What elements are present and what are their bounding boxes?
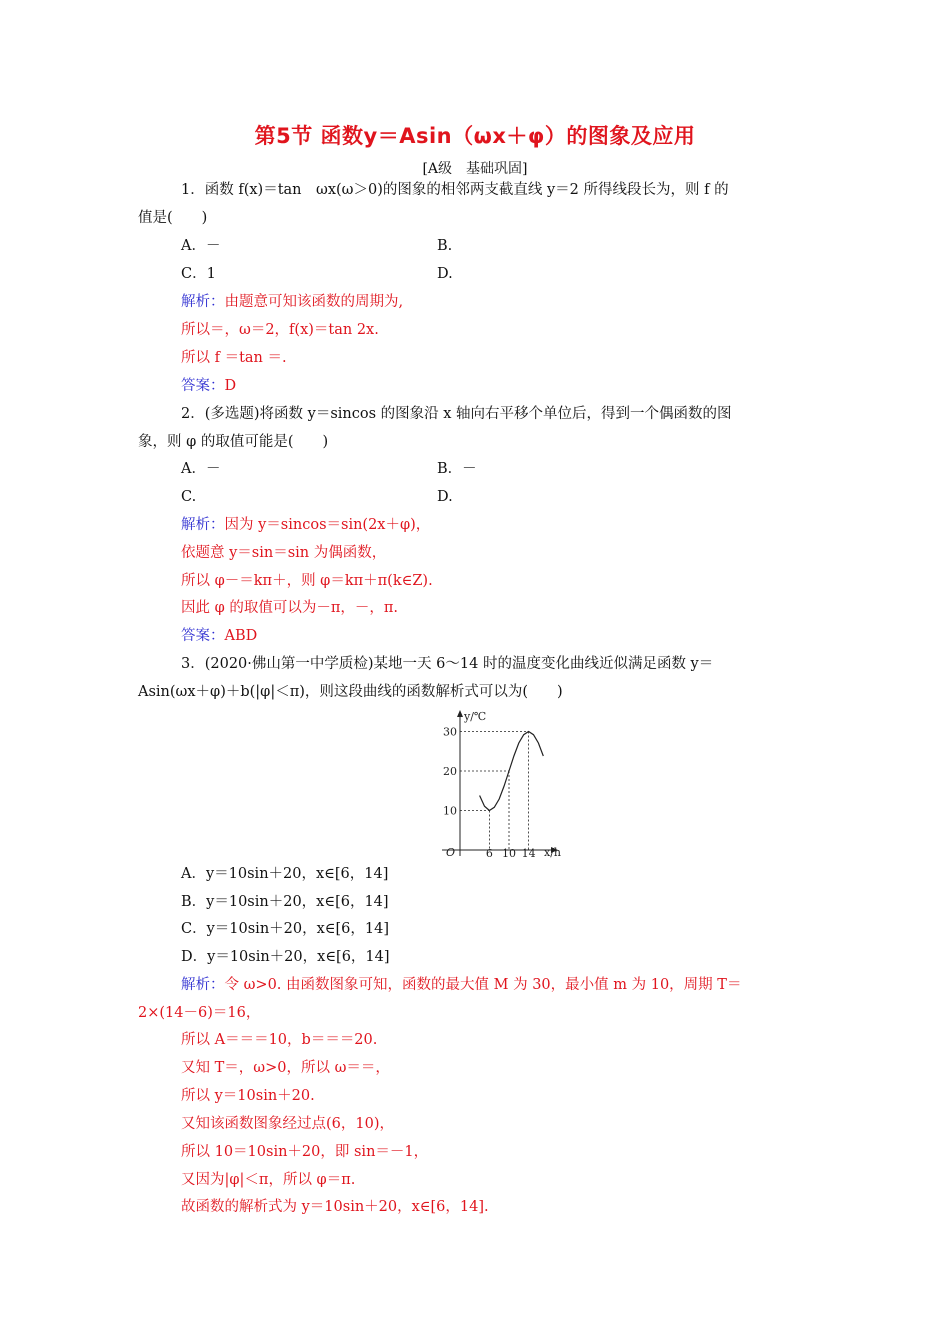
y-axis-label: y/℃ — [464, 710, 487, 723]
q3-solution-text1: 令 ω>0. 由函数图象可知，函数的最大值 M 为 30，最小值 m 为 10，周期 T＝ — [224, 977, 742, 993]
q1-stem-line1: 1．函数 f(x)＝tan ωx(ω＞0)的图象的相邻两支截直线 y＝2 所得线段长为，则 f 的 — [181, 182, 729, 198]
q1-option-d: D. — [437, 266, 453, 282]
q2-answer-label: 答案： — [181, 628, 225, 644]
temperature-curve-chart — [430, 704, 570, 859]
q2-solution-line4: 因此 φ 的取值可以为－π，－，π. — [181, 600, 399, 616]
q3-solution-line4: 所以 y＝10sin＋20. — [181, 1088, 315, 1104]
q3-option-c: C．y＝10sin＋20，x∈[6，14] — [181, 921, 390, 937]
q2-stem-line1: 2．(多选题)将函数 y＝sincos 的图象沿 x 轴向右平移个单位后，得到一个偶函数的图 — [181, 406, 732, 422]
y-tick-label: 20 — [443, 765, 457, 778]
q3-option-a: A．y＝10sin＋20，x∈[6，14] — [181, 866, 389, 882]
origin-label: O — [446, 846, 456, 859]
q3-solution-line1 — [181, 975, 741, 995]
q2-option-c: C. — [181, 489, 197, 505]
q1-answer-value: D — [224, 378, 237, 394]
q1-answer — [181, 376, 236, 396]
q2-stem-line2: 象，则 φ 的取值可能是( ) — [138, 434, 329, 450]
q1-option-c: C．1 — [181, 266, 216, 282]
q3-solution-line2: 所以 A＝＝＝10，b＝＝＝20. — [181, 1032, 378, 1048]
dashed-guides — [460, 732, 529, 851]
q3-solution-line3: 又知 T＝，ω>0，所以 ω＝＝， — [181, 1060, 390, 1076]
q3-solution-line7: 又因为|φ|＜π，所以 φ＝π. — [181, 1172, 356, 1188]
q1-solution-line1 — [181, 292, 403, 312]
x-tick-label: 14 — [521, 847, 536, 859]
q1-solution-line3: 所以 f ＝tan ＝. — [181, 350, 287, 366]
q1-stem-line2: 值是( ) — [138, 210, 208, 226]
y-axis-arrow — [457, 710, 463, 717]
q2-solution-line2: 依题意 y＝sin＝sin 为偶函数， — [181, 545, 387, 561]
q3-solution-label: 解析： — [181, 977, 225, 993]
q2-answer-value: ABD — [224, 628, 258, 644]
q1-solution-line2: 所以＝，ω＝2，f(x)＝tan 2x. — [181, 322, 379, 338]
q2-option-b: B．－ — [437, 461, 477, 477]
q3-stem-line1: 3．(2020·佛山第一中学质检)某地一天 6～14 时的温度变化曲线近似满足函数 y＝ — [181, 656, 714, 672]
q3-solution-line6: 所以 10＝10sin＋20，即 sin＝－1， — [181, 1144, 429, 1160]
q3-solution-line5: 又知该函数图象经过点(6，10)， — [181, 1116, 394, 1132]
q3-stem-line2: Asin(ωx＋φ)＋b(|φ|＜π)，则这段曲线的函数解析式可以为( ) — [138, 684, 563, 700]
q1-option-a: A．－ — [181, 238, 221, 254]
q2-solution-line1 — [181, 515, 430, 535]
q2-solution-label: 解析： — [181, 517, 225, 533]
q3-solution-line1b: 2×(14－6)＝16， — [138, 1005, 261, 1021]
q2-option-a: A．－ — [181, 461, 221, 477]
y-tick-label: 30 — [443, 725, 457, 739]
q3-option-d: D．y＝10sin＋20，x∈[6，14] — [181, 949, 390, 965]
page-title: 第5节 函数y＝Asin（ωx＋φ）的图象及应用 — [254, 124, 696, 148]
level-heading: [A级 基础巩固] — [422, 161, 528, 177]
q2-solution-text1: 因为 y＝sincos＝sin(2x＋φ)， — [224, 517, 431, 533]
y-tick-label: 10 — [443, 804, 457, 818]
q1-answer-label: 答案： — [181, 378, 225, 394]
q2-solution-line3: 所以 φ－＝kπ＋，则 φ＝kπ＋π(k∈Z). — [181, 573, 433, 589]
axes — [442, 710, 558, 856]
q3-option-b: B．y＝10sin＋20，x∈[6，14] — [181, 894, 389, 910]
q1-solution-text1: 由题意可知该函数的周期为, — [224, 294, 404, 310]
x-axis-label: x/h — [544, 846, 561, 859]
x-tick-label: 10 — [502, 847, 516, 859]
q2-option-d: D. — [437, 489, 453, 505]
x-tick-label: 6 — [485, 847, 493, 859]
q2-answer — [181, 626, 257, 646]
q1-solution-label: 解析： — [181, 294, 225, 310]
q1-option-b: B. — [437, 238, 453, 254]
q3-solution-line8: 故函数的解析式为 y＝10sin＋20，x∈[6，14]. — [181, 1199, 489, 1215]
